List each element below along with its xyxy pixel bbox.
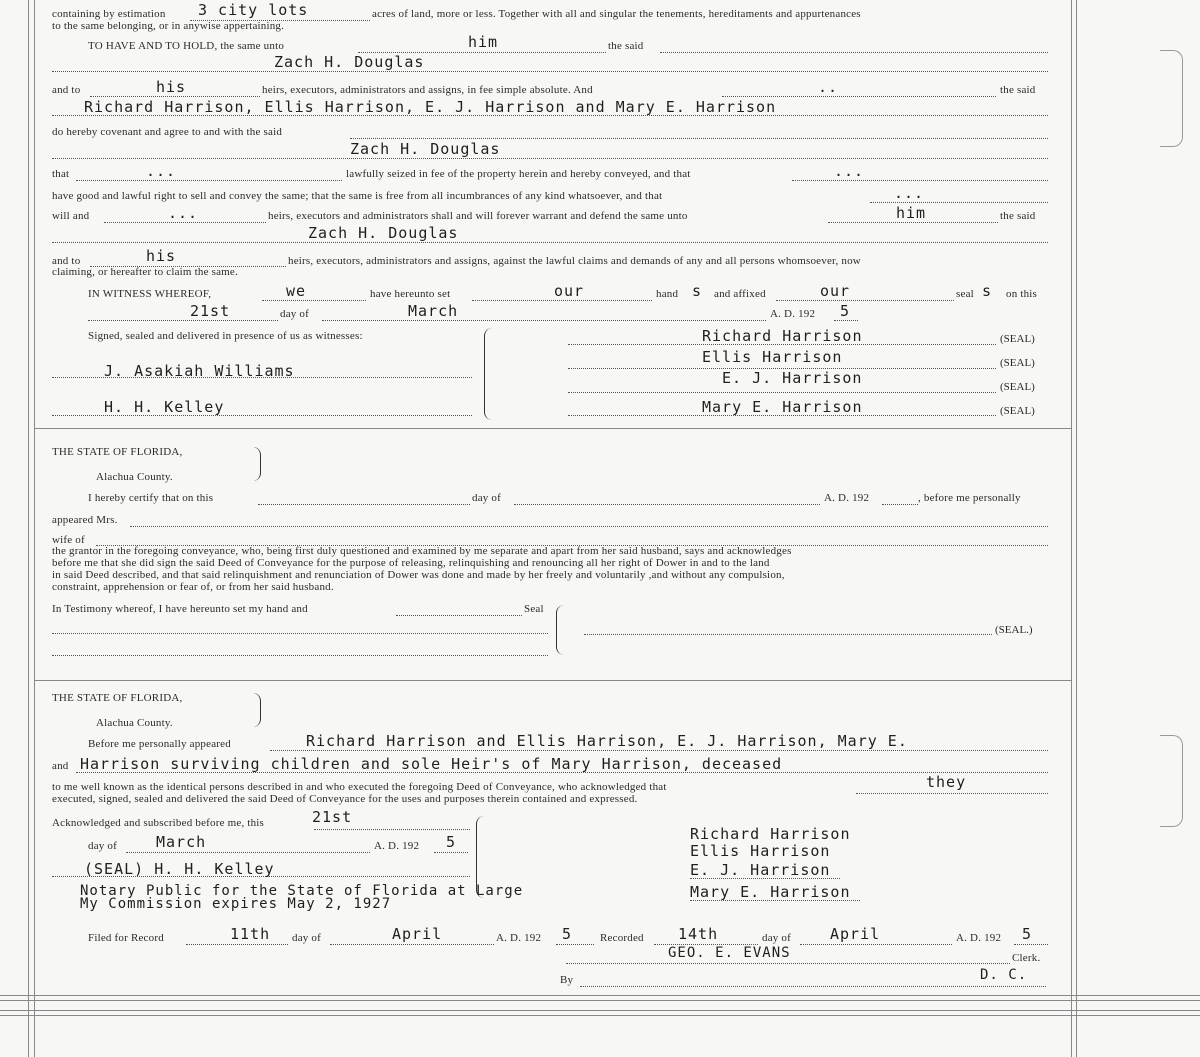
witness-we: we: [286, 282, 307, 300]
claims-text: heirs, executors, administrators and assigns, against the lawful claims and demands of any and all persons whomsoever, now: [288, 255, 861, 267]
appeared-line: [130, 526, 1048, 527]
dower-witness-line-1: [52, 633, 548, 634]
will-and-label: will and: [52, 210, 90, 222]
seized-line: [792, 180, 1048, 181]
before-me-label: Before me personally appeared: [88, 738, 231, 750]
rec-month-value: April: [830, 925, 881, 943]
appertaining-text: to the same belonging, or in anywise appertaining.: [52, 20, 285, 32]
known-value: they: [926, 773, 967, 791]
dower-body-4: constraint, apprehension or fear of, or from her said husband.: [52, 581, 334, 593]
witness-s-1: s: [692, 282, 703, 300]
left-margin-line-2: [34, 0, 35, 1057]
grantee-line-3: [52, 242, 1048, 243]
state-label-3: THE STATE OF FLORIDA,: [52, 692, 183, 704]
rec-month-line: [800, 944, 952, 945]
clerk-line: [566, 963, 1010, 964]
signer-line-3: [690, 878, 840, 879]
our-line-1: [472, 300, 652, 301]
seal-label-2: (SEAL): [1000, 357, 1035, 369]
covenant-text: do hereby covenant and agree to and with the said: [52, 126, 283, 138]
filed-month-line: [330, 944, 494, 945]
before-me-line: [270, 750, 1048, 751]
clerk-label: Clerk.: [1012, 952, 1041, 964]
county-brace-3: [252, 693, 261, 727]
binder-ring-top: [1160, 50, 1183, 147]
rec-ad: A. D. 192: [956, 932, 1002, 944]
county-label-3: Alachua County.: [96, 717, 173, 729]
heirs-value-3: Harrison surviving children and sole Heir's of Mary Harrison, deceased: [80, 755, 783, 773]
dots-value-3: ...: [834, 162, 865, 180]
filed-year-line: [556, 944, 594, 945]
filed-day-of: day of: [292, 932, 321, 944]
signer-1: Richard Harrison: [690, 825, 851, 843]
grantee-line-1: [52, 71, 1048, 72]
ack-day-line: [314, 829, 470, 830]
ack-day-of: day of: [88, 840, 117, 852]
ack-month-line: [126, 852, 370, 853]
good-right-line: [870, 202, 1048, 203]
certify-text: I hereby certify that on this: [88, 492, 214, 504]
signature-1: Richard Harrison: [702, 327, 863, 345]
warrant-line: [828, 222, 998, 223]
claims-text-2: claiming, or hereafter to claim the same.: [52, 266, 238, 278]
warrant-text: heirs, executors and administrators shall and will forever warrant and defend the same unto: [268, 210, 688, 222]
signed-sealed-text: Signed, sealed and delivered in presence of us as witnesses:: [88, 330, 363, 342]
ack-ad: A. D. 192: [374, 840, 420, 852]
right-margin-line: [1071, 0, 1072, 1057]
grantee-line-2: [52, 158, 1048, 159]
the-said-label-2: the said: [1000, 210, 1036, 222]
state-label-2: THE STATE OF FLORIDA,: [52, 446, 183, 458]
testimony-line: [396, 615, 522, 616]
rec-year-line: [1014, 944, 1048, 945]
certify-day-of: day of: [472, 492, 501, 504]
year-line: [834, 320, 858, 321]
rec-day-of: day of: [762, 932, 791, 944]
ack-label: Acknowledged and subscribed before me, this: [52, 817, 265, 829]
certify-day-line: [258, 504, 470, 505]
wife-of-label: wife of: [52, 534, 85, 546]
executed-text: executed, signed, sealed and delivered the said Deed of Conveyance for the uses and purposes therein contained and expressed.: [52, 793, 638, 805]
by-label: By: [560, 974, 574, 986]
dower-signature-line: [584, 634, 992, 635]
deputy-clerk-label: D. C.: [980, 967, 1028, 983]
notary-signature: (SEAL) H. H. Kelley: [84, 860, 275, 878]
ad-label: A. D. 192: [770, 308, 816, 320]
dower-body-3: in said Deed described, and that said relinquishment and renunciation of Dower was done and made by her freely and voluntarily ,and without any compulsion,: [52, 569, 785, 581]
grantors-line: [52, 115, 1048, 116]
signature-line-3: [568, 392, 996, 393]
dots-value-2: ...: [146, 162, 177, 180]
section-divider-2: [34, 680, 1071, 681]
good-right-text: have good and lawful right to sell and convey the same; that the same is free from all incumbrances of any kind whatsoever, and that: [52, 190, 663, 202]
seal-label-3: (SEAL): [1000, 381, 1035, 393]
witness-whereof-label: IN WITNESS WHEREOF,: [88, 288, 212, 300]
seal-label-1: (SEAL): [1000, 333, 1035, 345]
signer-4: Mary E. Harrison: [690, 883, 851, 901]
heirs-text-1: heirs, executors, administrators and assigns, in fee simple absolute. And: [262, 84, 593, 96]
notary-commission: My Commission expires May 2, 1927: [80, 896, 392, 912]
notary-title: Notary Public for the State of Florida at Large: [80, 883, 524, 899]
clerk-name: GEO. E. EVANS: [668, 945, 791, 961]
our-line-2: [776, 300, 954, 301]
ack-year-line: [434, 852, 468, 853]
year-digit: 5: [840, 302, 851, 320]
witness-name-2: H. H. Kelley: [104, 398, 225, 416]
certify-post: , before me personally: [918, 492, 1021, 504]
signature-2: Ellis Harrison: [702, 348, 843, 366]
grantee-name-1: Zach H. Douglas: [274, 53, 425, 71]
warrant-value: him: [896, 204, 927, 222]
testimony-text: In Testimony whereof, I have hereunto set my hand and: [52, 603, 308, 615]
day-of-label: day of: [280, 308, 309, 320]
by-line: [580, 986, 1046, 987]
and-line: [722, 96, 996, 97]
witness-seal-text: seal: [956, 288, 974, 300]
signature-4: Mary E. Harrison: [702, 398, 863, 416]
before-me-value: Richard Harrison and Ellis Harrison, E. J. Harrison, Mary E.: [306, 732, 908, 750]
bottom-frame-line-2: [0, 1000, 1200, 1001]
certify-ad: A. D. 192: [824, 492, 870, 504]
rec-year: 5: [1022, 925, 1033, 943]
filed-month-value: April: [392, 925, 443, 943]
and-to-label-2: and to: [52, 255, 81, 267]
will-and-line: [104, 222, 266, 223]
bottom-frame-line-3: [0, 1010, 1200, 1011]
witness-set-text: have hereunto set: [370, 288, 451, 300]
that-line: [76, 180, 342, 181]
witness-name-1: J. Asakiah Williams: [104, 362, 295, 380]
ack-year-digit: 5: [446, 833, 457, 851]
certify-month-line: [514, 504, 820, 505]
dots-value-4: ...: [894, 184, 925, 202]
dots-value-5: ...: [168, 204, 199, 222]
dower-witness-line-2: [52, 655, 548, 656]
dots-value-1: ..: [818, 78, 839, 96]
habendum-value: him: [468, 33, 499, 51]
signature-3: E. J. Harrison: [722, 369, 863, 387]
day-line: [88, 320, 278, 321]
we-line: [262, 300, 366, 301]
signer-line-4: [690, 900, 860, 901]
testimony-seal: Seal: [524, 603, 544, 615]
witness-hand-text: hand: [656, 288, 679, 300]
seal-label-4: (SEAL): [1000, 405, 1035, 417]
grantors-names: Richard Harrison, Ellis Harrison, E. J. Harrison and Mary E. Harrison: [84, 98, 777, 116]
bottom-frame-line: [0, 995, 1200, 996]
signer-2: Ellis Harrison: [690, 842, 831, 860]
filed-label: Filed for Record: [88, 932, 164, 944]
left-margin-line: [28, 0, 29, 1057]
witness-our-1: our: [554, 282, 585, 300]
estimation-label: containing by estimation: [52, 8, 166, 20]
ack-month-value: March: [156, 833, 207, 851]
estimation-value: 3 city lots: [198, 1, 309, 19]
witness-our-2: our: [820, 282, 851, 300]
covenant-line: [350, 138, 1048, 139]
ack-day-value: 21st: [312, 808, 353, 826]
and-to-label: and to: [52, 84, 81, 96]
and-to-line: [90, 96, 260, 97]
habendum-label: TO HAVE AND TO HOLD, the same unto: [88, 40, 285, 52]
known-line: [856, 793, 1048, 794]
heirs-value-1: his: [156, 78, 187, 96]
dower-seal-label: (SEAL.): [995, 624, 1033, 636]
binder-ring-bottom: [1160, 735, 1183, 827]
seized-text: lawfully seized in fee of the property herein and hereby conveyed, and that: [346, 168, 691, 180]
signer-3: E. J. Harrison: [690, 861, 831, 879]
filed-day-value: 11th: [230, 925, 271, 943]
filed-year: 5: [562, 925, 573, 943]
dower-body-1: the grantor in the foregoing conveyance, who, being first duly questioned and examined by me separate and apart from her said husband, says and acknowledges: [52, 545, 792, 557]
that-label: that: [52, 168, 70, 180]
witness-s-2: s: [982, 282, 993, 300]
section-divider-1: [34, 428, 1071, 429]
certify-year-line: [882, 504, 918, 505]
habendum-the-said: the said: [608, 40, 644, 52]
month-line: [322, 320, 766, 321]
appeared-label: appeared Mrs.: [52, 514, 118, 526]
county-brace-2: [252, 447, 261, 481]
filed-ad: A. D. 192: [496, 932, 542, 944]
habendum-line-2: [660, 52, 1048, 53]
day-value: 21st: [190, 302, 231, 320]
bottom-frame-line-4: [0, 1015, 1200, 1016]
filed-day-line: [186, 944, 288, 945]
month-value: March: [408, 302, 459, 320]
witness-affixed-text: and affixed: [714, 288, 766, 300]
county-label-2: Alachua County.: [96, 471, 173, 483]
witness-on-this: on this: [1006, 288, 1038, 300]
acres-text: acres of land, more or less. Together with all and singular the tenements, hereditaments and appurtenances: [372, 8, 861, 20]
heirs-value-2: his: [146, 247, 177, 265]
grantee-name-2: Zach H. Douglas: [350, 140, 501, 158]
witness-brace: [484, 328, 495, 420]
recorded-label: Recorded: [600, 932, 644, 944]
ack-brace: [476, 816, 485, 898]
rec-day-value: 14th: [678, 925, 719, 943]
and-label-3: and: [52, 760, 69, 772]
dower-body-2: before me that she did sign the said Deed of Conveyance for the purpose of releasing, relinquishing and renouncing all her right of Dower in and to the land: [52, 557, 770, 569]
known-text: to me well known as the identical persons described in and who executed the foregoing Deed of Conveyance, who acknowledged that: [52, 781, 667, 793]
the-said-label: the said: [1000, 84, 1036, 96]
right-margin-line-2: [1076, 0, 1077, 1057]
dower-brace: [556, 605, 565, 655]
grantee-name-3: Zach H. Douglas: [308, 224, 459, 242]
